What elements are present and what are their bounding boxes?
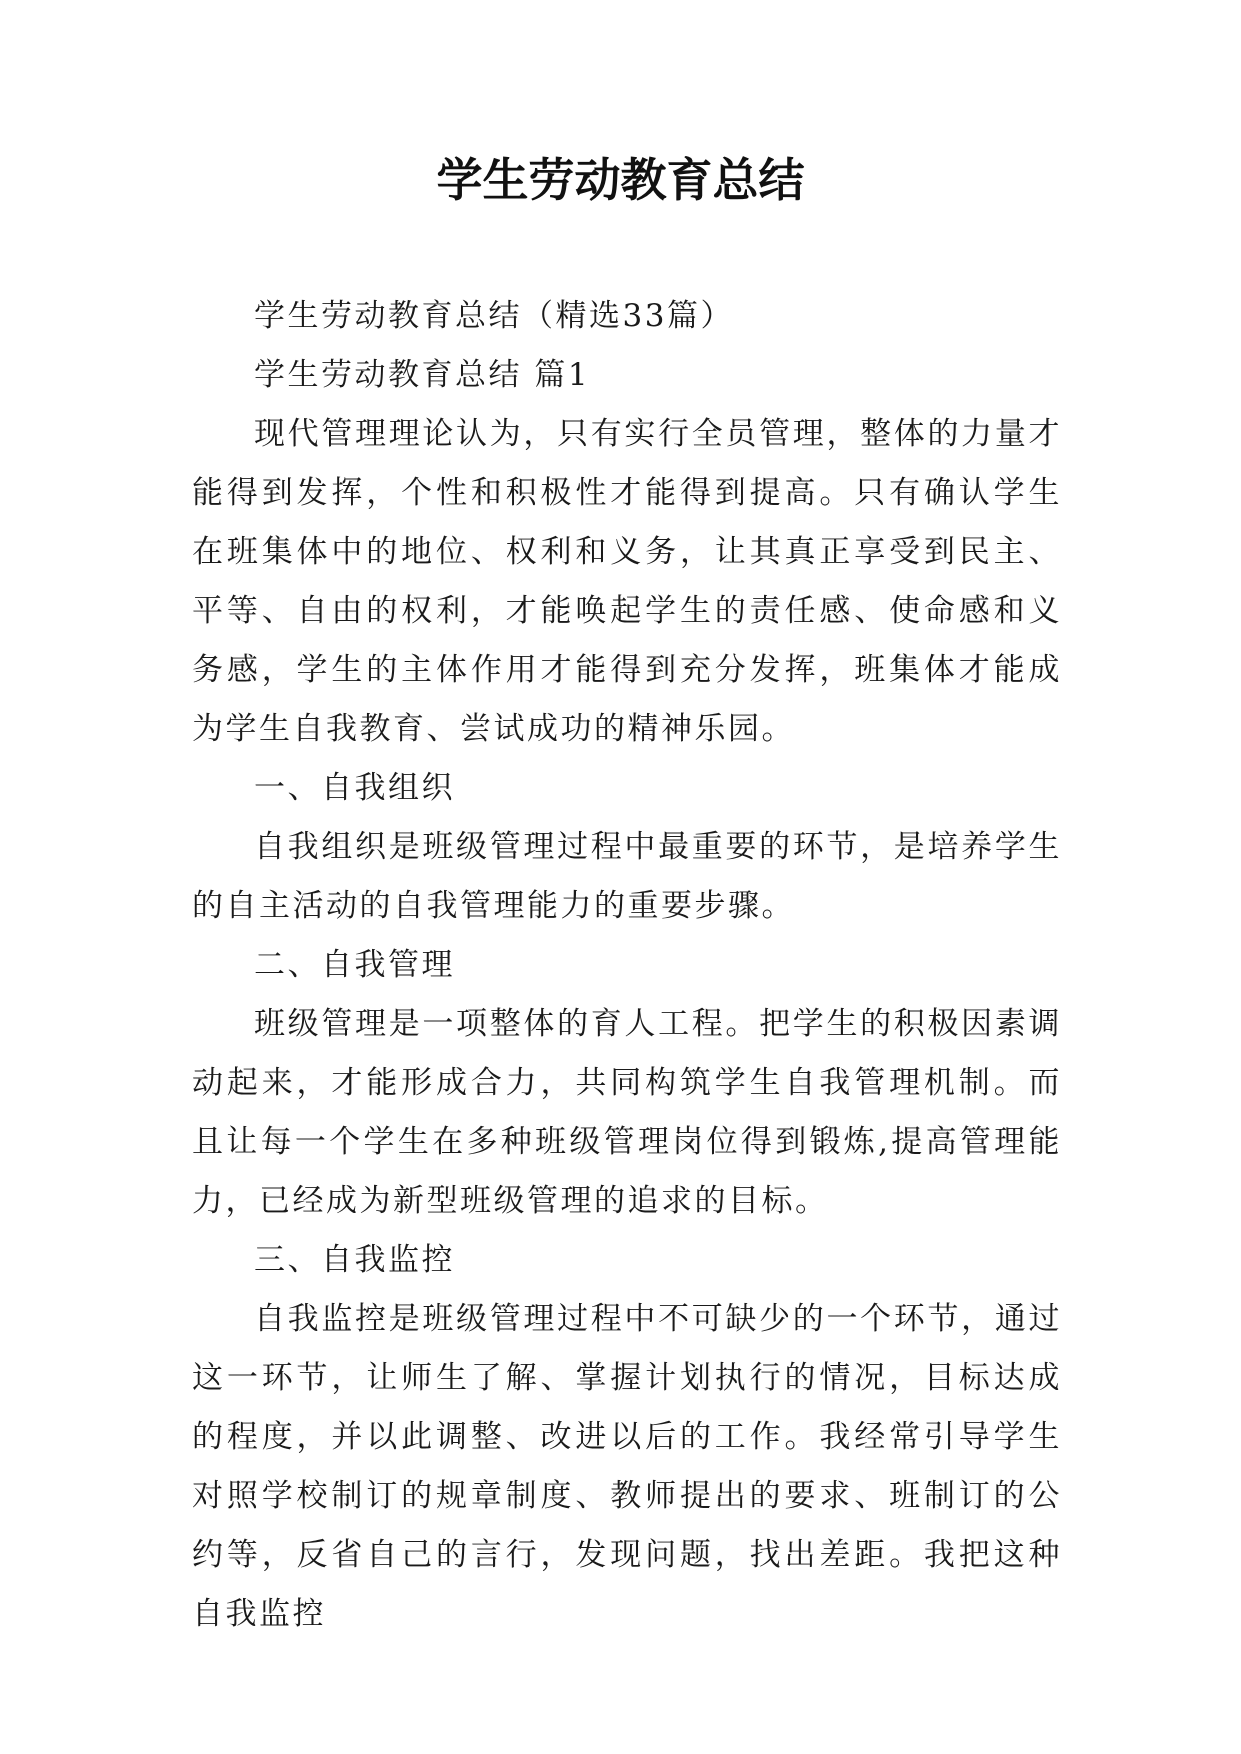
body-paragraph: 自我监控是班级管理过程中不可缺少的一个环节，通过这一环节，让师生了解、掌握计划执行的情况，目标达成的程度，并以此调整、改进以后的工作。我经常引导学生对照学校制订的规章制度、教师提出的要求、班制订的公约等，反省自己的言行，发现问题，找出差距。我把这种自我监控 <box>192 1301 1062 1632</box>
section-heading: 学生劳动教育总结 篇1 <box>254 357 591 393</box>
document-title: 学生劳动教育总结 <box>436 153 805 207</box>
body-paragraph: 现代管理理论认为，只有实行全员管理，整体的力量才能得到发挥，个性和积极性才能得到提高。只有确认学生在班集体中的地位、权利和义务，让其真正享受到民主、平等、自由的权利，才能唤起学生的责任感、使命感和义务感，学生的主体作用才能得到充分发挥，班集体才能成为学生自我教育、尝试成功的精神乐园。 <box>192 416 1062 747</box>
document-body <box>192 287 1062 1644</box>
section-heading: 二、自我管理 <box>254 947 455 983</box>
section-heading: 三、自我监控 <box>254 1242 455 1278</box>
body-paragraph: 班级管理是一项整体的育人工程。把学生的积极因素调动起来，才能形成合力，共同构筑学生自我管理机制。而且让每一个学生在多种班级管理岗位得到锻炼,提高管理能力，已经成为新型班级管理的追求的目标。 <box>192 1006 1062 1219</box>
body-paragraph: 自我组织是班级管理过程中最重要的环节，是培养学生的自主活动的自我管理能力的重要步骤。 <box>192 829 1062 924</box>
section-heading: 一、自我组织 <box>254 770 455 806</box>
subtitle-paragraph: 学生劳动教育总结（精选33篇） <box>254 298 734 334</box>
